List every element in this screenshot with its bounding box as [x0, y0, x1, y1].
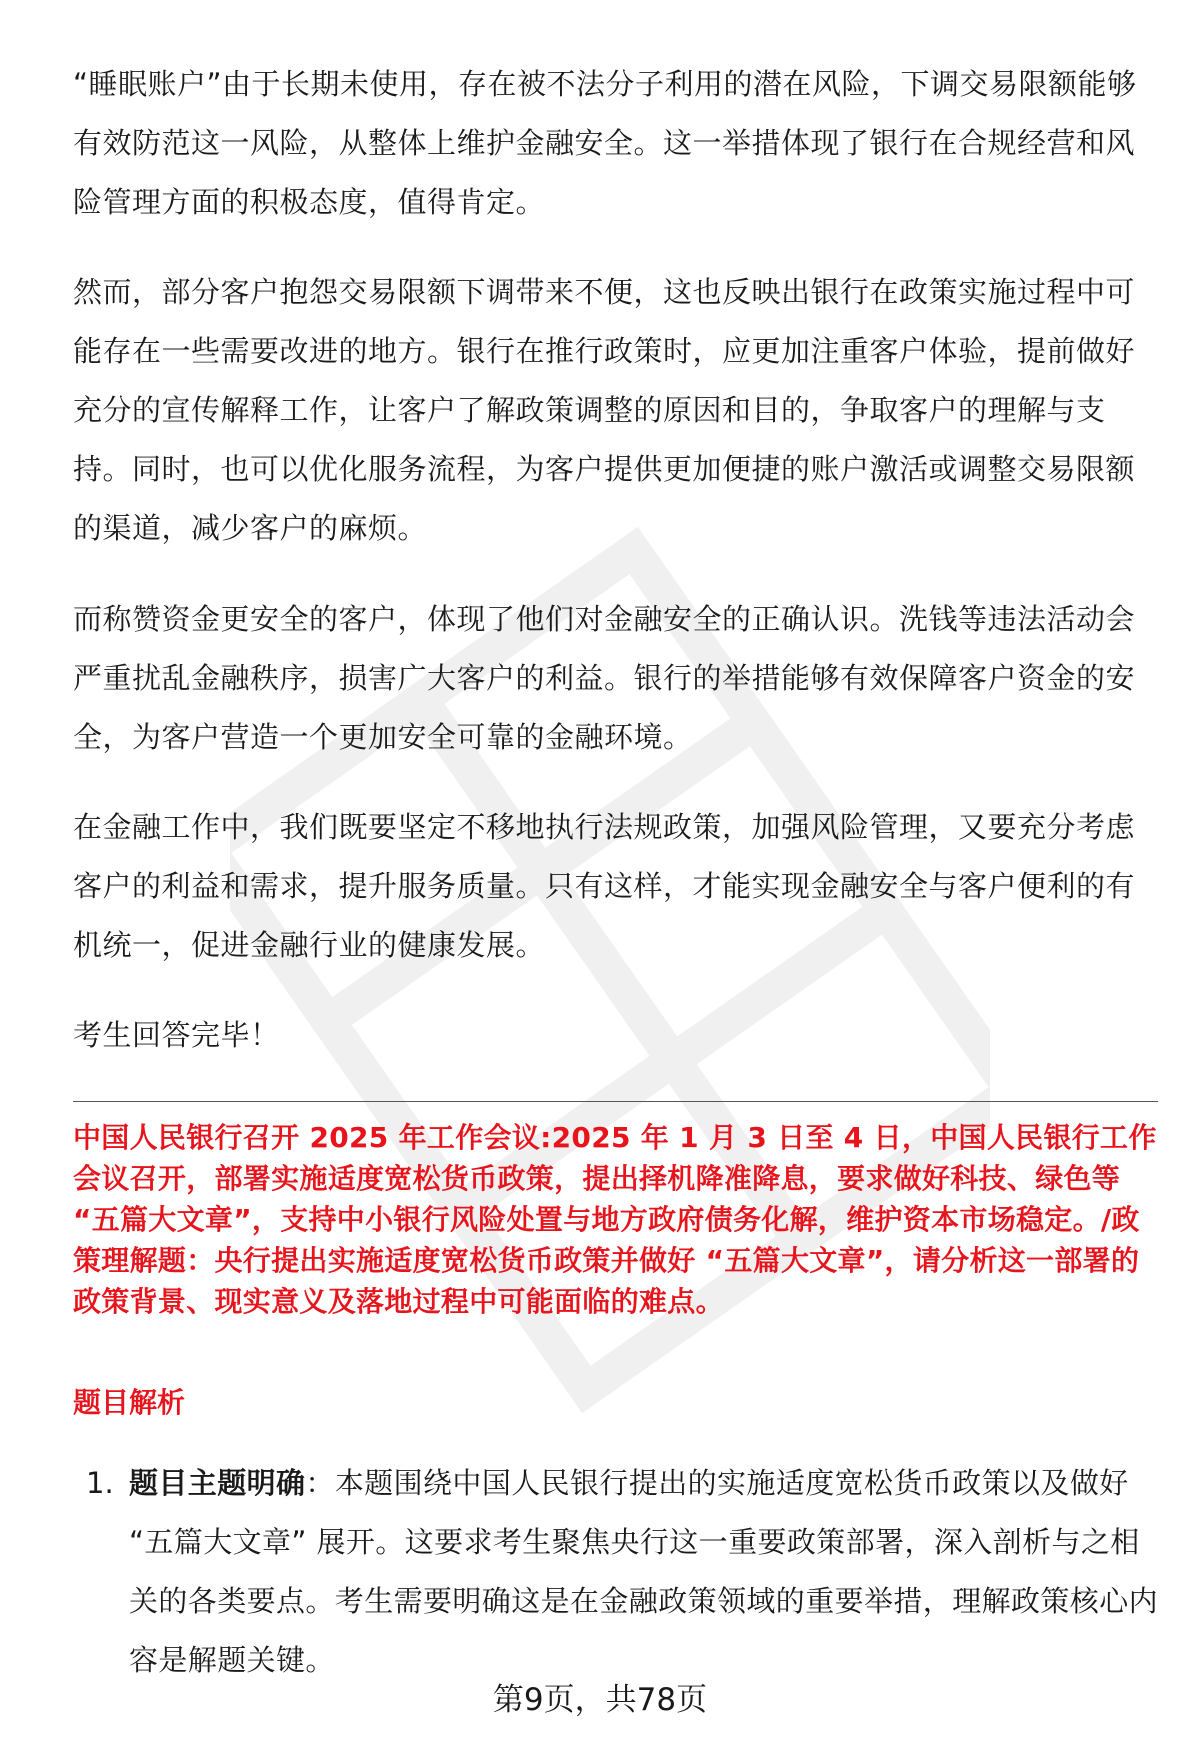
section-divider [73, 1101, 1158, 1102]
list-item-number: 1. [86, 1466, 114, 1500]
list-item-content [129, 1454, 1158, 1690]
analysis-heading: 题目解析 [73, 1386, 186, 1419]
list-item-title: 题目主题明确 [129, 1466, 306, 1500]
answer-paragraph-1: “睡眠账户”由于长期未使用，存在被不法分子利用的潜在风险，下调交易限额能够有效防范这一风险，从整体上维护金融安全。这一举措体现了银行在合规经营和风险管理方面的积极态度，值得肯定。 [73, 67, 1137, 219]
answer-paragraph-3: 而称赞资金更安全的客户，体现了他们对金融安全的正确认识。洗钱等违法活动会严重扰乱金融秩序，损害广大客户的利益。银行的举措能够有效保障客户资金的安全，为客户营造一个更加安全可靠的金融环境。 [73, 602, 1136, 754]
question-text: 中国人民银行召开 2025 年工作会议:2025 年 1 月 3 日至 4 日，中国人民银行工作会议召开，部署实施适度宽松货币政策，提出择机降准降息，要求做好科技、绿色等 “五篇大文章”，支持中小银行风险处置与地方政府债务化解，维护资本市场稳定。/政策理解题：央行提出实施适度宽松货币政策并做好 “五篇大文章”，请分析这一部署的政策背景、现实意义及落地过程中可能面临的难点。 [73, 1121, 1157, 1318]
page-footer: 第9页，共78页 [492, 1682, 708, 1718]
answer-closing: 考生回答完毕！ [73, 1018, 280, 1052]
list-item-separator: ： [305, 1466, 335, 1500]
list-item [86, 1454, 1158, 1690]
answer-paragraph-2: 然而，部分客户抱怨交易限额下调带来不便，这也反映出银行在政策实施过程中可能存在一些需要改进的地方。银行在推行政策时，应更加注重客户体验，提前做好充分的宣传解释工作，让客户了解政策调整的原因和目的，争取客户的理解与支持。同时，也可以优化服务流程，为客户提供更加便捷的账户激活或调整交易限额的渠道，减少客户的麻烦。 [73, 275, 1136, 545]
list-item-body: 本题围绕中国人民银行提出的实施适度宽松货币政策以及做好 “五篇大文章” 展开。这要求考生聚焦央行这一重要政策部署，深入剖析与之相关的各类要点。考生需要明确这是在金融政策领域的重要举措，理解政策核心内容是解题关键。 [129, 1466, 1159, 1677]
answer-paragraph-4: 在金融工作中，我们既要坚定不移地执行法规政策，加强风险管理，又要充分考虑客户的利益和需求，提升服务质量。只有这样，才能实现金融安全与客户便利的有机统一，促进金融行业的健康发展。 [73, 810, 1136, 962]
